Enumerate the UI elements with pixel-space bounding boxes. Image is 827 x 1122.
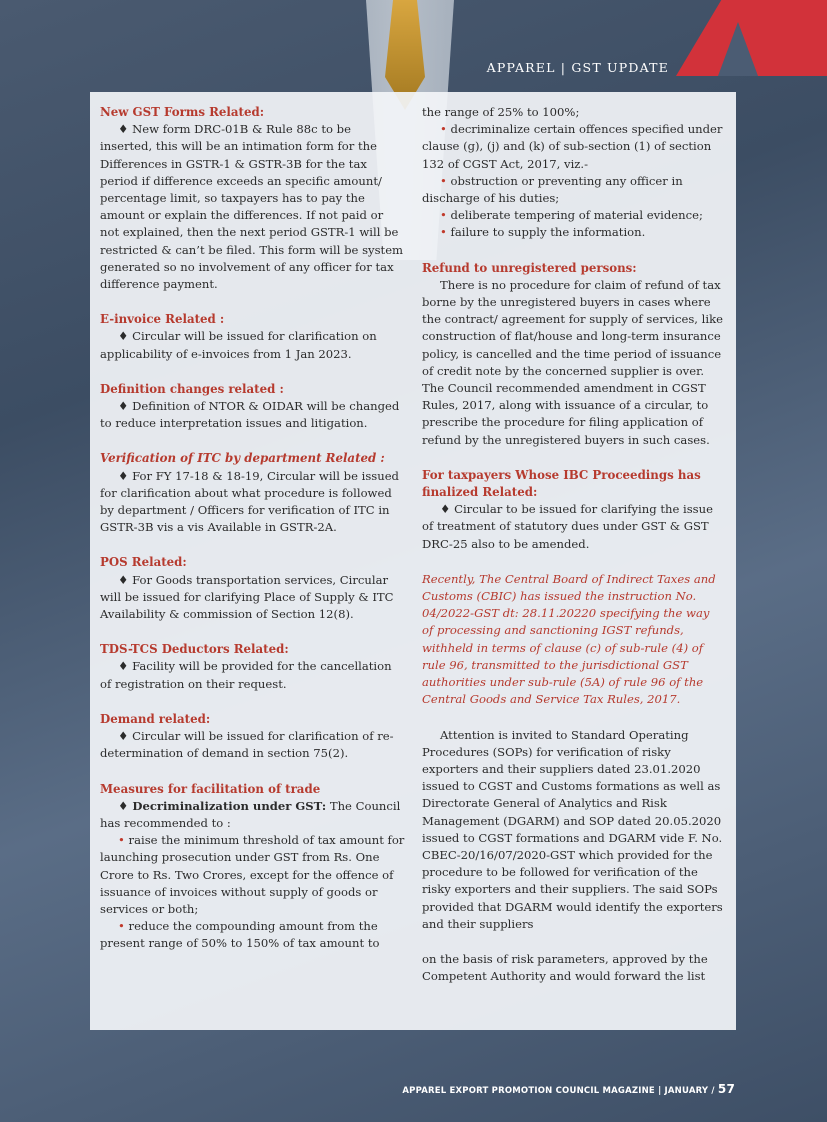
cbic-note: Recently, The Central Board of Indirect Taxes and Customs (CBIC) has issued the instruction No. 04/2022-GST dt: 28.11.20220 specifying the way of processing and sanctioning IGST refunds, withheld in terms of clause (c) of sub-rule (4) of rule 96, transmitted to the jurisdictional GST authorities under sub-rule (5A) of rule 96 of the Central Goods and Service Tax Rules, 2017. [422, 571, 716, 707]
paragraph: ♦ New form DRC-01B & Rule 88c to be inserted, this will be an intimation form for the Differences in GSTR-1 & GSTR-3B for the tax period if difference exceeds an specific amount/ percentage limit, so taxpayers has to pay the amount or explain the differences. If not paid or not explained, then the next period GSTR-1 will be restricted & can’t be filed. This form will be system generated so no involvement of any officer for tax difference payment. [100, 122, 404, 292]
heading-verification-itc: Verification of ITC by department Related : [100, 451, 385, 466]
paragraph: There is no procedure for claim of refund of tax borne by the unregistered buyers in cases where the contract/ agreement for supply of services, like construction of flat/house and long-term insurance policy, is cancelled and the time period of issuance of credit note by the concerned supplier is over. The Council recommended amendment in CGST Rules, 2017, along with issuance of a circular, to prescribe the procedure for filing application of refund by the unregistered buyers in such cases. [422, 277, 723, 447]
footer-text: APPAREL EXPORT PROMOTION COUNCIL MAGAZINE | JANUARY / [402, 1086, 715, 1096]
paragraph: ♦ For FY 17-18 & 18-19, Circular will be issued for clarification about what procedure is followed by department / Officers for verification of ITC in GSTR-3B vis a vis Available in GSTR-2A. [100, 468, 399, 535]
bullet-dot-icon: • [440, 173, 451, 188]
right-column [422, 104, 724, 985]
paragraph: on the basis of risk parameters, approved by the Competent Authority and would forward the list [422, 951, 708, 984]
bullet-item [422, 173, 724, 207]
paragraph: Attention is invited to Standard Operating Procedures (SOPs) for verification of risky exporters and their suppliers dated 23.01.2020 issued to CGST and Customs formations as well as Directorate General of Analytics and Risk Management (DGARM) and SOP dated 20.05.2020 issued to CGST formations and DGARM vide F. No. CBEC-20/16/07/2020-GST which provided for the procedure to be followed for verification of the risky exporters and their suppliers. The said SOPs provided that DGARM would identify the exporters and their suppliers [422, 727, 723, 931]
heading-refund-unregistered: Refund to unregistered persons: [422, 260, 637, 275]
paragraph [100, 798, 405, 832]
bullet-text: failure to supply the information. [450, 225, 646, 240]
paragraph: ♦ Circular will be issued for clarification of re-determination of demand in section 75(2). [100, 729, 394, 761]
heading-pos: POS Related: [100, 555, 187, 570]
heading-demand: Demand related: [100, 711, 211, 726]
bullet-text: obstruction or preventing any officer in discharge of his duties; [422, 173, 683, 206]
bullet-dot-icon: • [118, 919, 129, 934]
section-header: APPAREL | GST UPDATE [486, 60, 669, 75]
lead-rest: The Council has recommended to : [100, 798, 401, 830]
bullet-text: reduce the compounding amount from the present range of 50% to 150% of tax amount to [100, 919, 380, 951]
bullet-item [100, 832, 405, 918]
paragraph: ♦ Definition of NTOR & OIDAR will be changed to reduce interpretation issues and litigation. [100, 399, 400, 431]
heading-tds-tcs: TDS-TCS Deductors Related: [100, 642, 289, 657]
paragraph: ♦ Facility will be provided for the cancellation of registration on their request. [100, 659, 392, 691]
heading-e-invoice: E-invoice Related : [100, 312, 225, 327]
heading-ibc-proceedings: For taxpayers Whose IBC Proceedings has finalized Related: [422, 467, 701, 500]
bullet-text: raise the minimum threshold of tax amount for launching prosecution under GST from Rs. One Crore to Rs. Two Crores, except for the offence of issuance of invoices without supply of goods or services or both; [100, 833, 405, 916]
bullet-text: deliberate tempering of material evidence; [450, 208, 703, 223]
heading-new-gst-forms: New GST Forms Related: [100, 105, 265, 119]
bullet-dot-icon: • [440, 208, 451, 223]
paragraph: ♦ Circular to be issued for clarifying the issue of treatment of statutory dues under GST & GST DRC-25 also to be amended. [422, 502, 713, 551]
paragraph: the range of 25% to 100%; [422, 105, 580, 119]
heading-facilitation: Measures for facilitation of trade [100, 781, 321, 796]
page-footer [402, 1082, 735, 1096]
paragraph: ♦ For Goods transportation services, Circular will be issued for clarifying Place of Supply & ITC Availability & commission of Section 12(8). [100, 572, 394, 622]
paragraph: ♦ Circular will be issued for clarification on applicability of e-invoices from 1 Jan 2023. [100, 329, 377, 361]
page-number: 57 [717, 1082, 735, 1096]
bullet-dot-icon: • [118, 833, 129, 848]
heading-definition-changes: Definition changes related : [100, 381, 284, 396]
bullet-item [422, 224, 724, 241]
bullet-text: decriminalize certain offences specified under clause (g), (j) and (k) of sub-section (1) of section 132 of CGST Act, 2017, viz.- [422, 122, 723, 171]
left-column [100, 104, 405, 953]
bullet-item [422, 121, 724, 173]
bullet-item [100, 918, 405, 952]
bullet-dot-icon: • [440, 225, 451, 240]
bullet-item [422, 207, 724, 224]
bullet-dot-icon: • [440, 122, 451, 137]
bold-lead: ♦ Decriminalization under GST: [118, 798, 327, 813]
